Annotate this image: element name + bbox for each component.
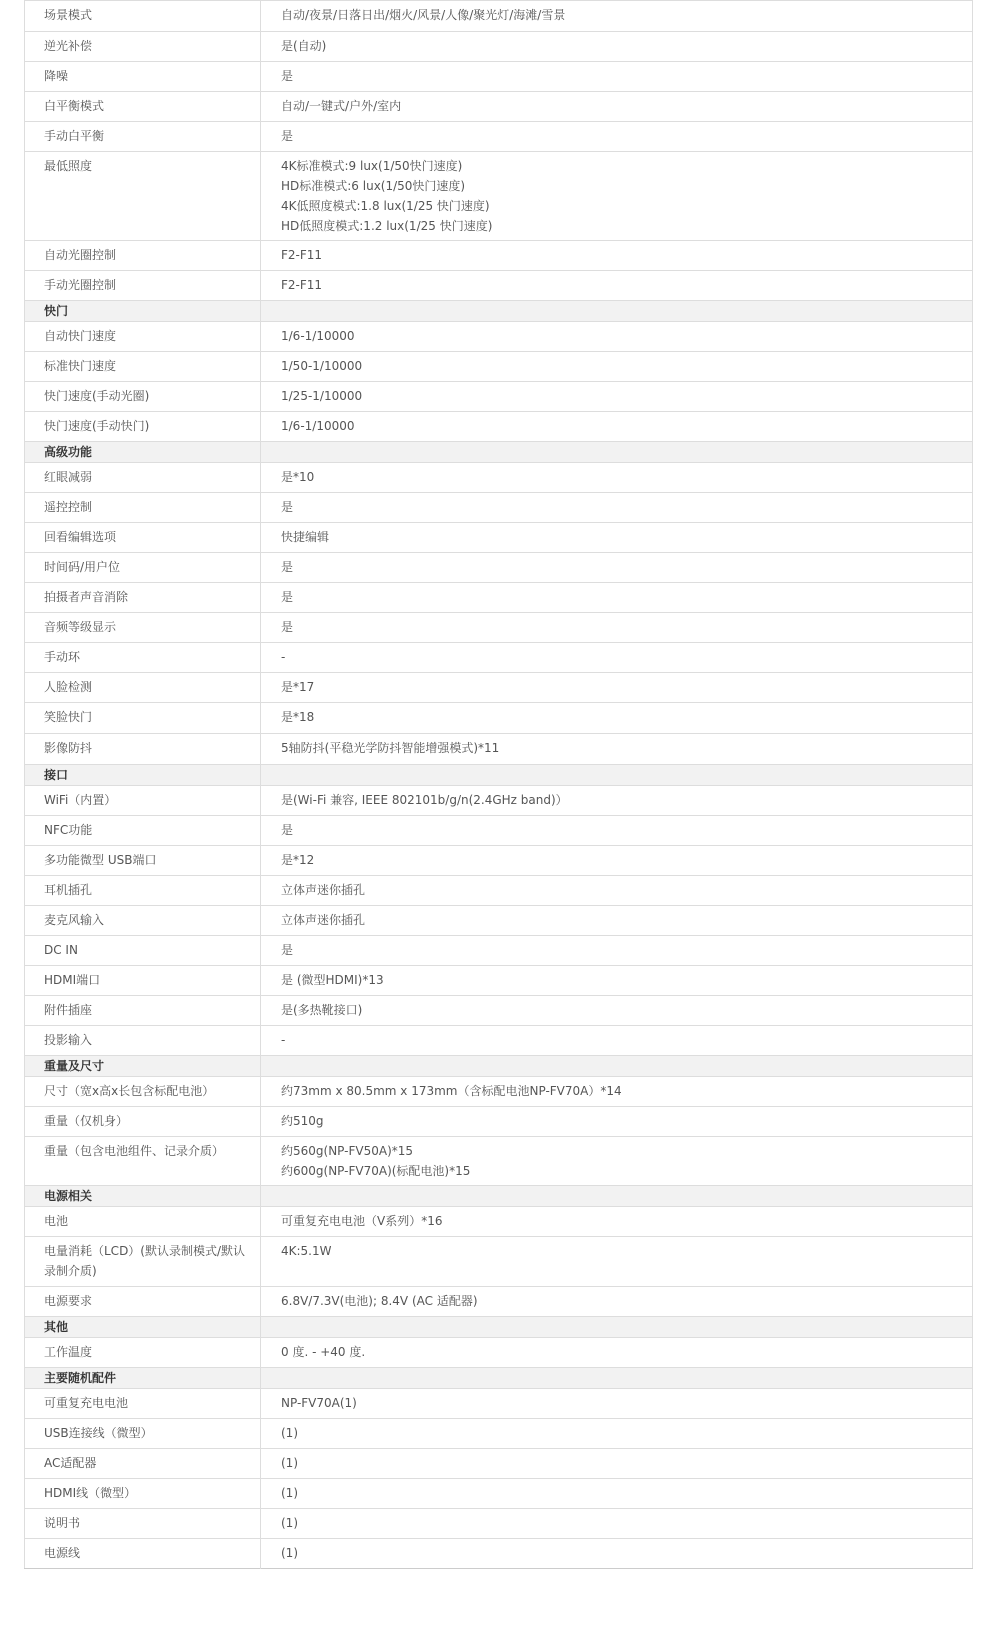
- spec-value-line: 是: [281, 500, 294, 514]
- spec-value-line: 4K低照度模式:1.8 lux(1/25 快门速度): [281, 199, 490, 213]
- spec-value: [261, 271, 973, 301]
- spec-table: [24, 0, 973, 1569]
- spec-value-line: (1): [281, 1426, 298, 1440]
- spec-value: [261, 1077, 973, 1107]
- spec-value-line: (1): [281, 1546, 298, 1560]
- spec-value-line: 约73mm x 80.5mm x 173mm（含标配电池NP-FV70A）*14: [281, 1084, 622, 1098]
- spec-row: [25, 1389, 973, 1419]
- spec-label: 笑脸快门: [25, 703, 261, 734]
- spec-value-line: 是: [281, 129, 294, 143]
- spec-label: 人脸检测: [25, 673, 261, 703]
- spec-value: [261, 352, 973, 382]
- spec-value-line: 自动/夜景/日落日出/烟火/风景/人像/聚光灯/海滩/雪景: [281, 8, 566, 22]
- section-title: 高级功能: [25, 442, 261, 463]
- spec-row: [25, 553, 973, 583]
- spec-row: [25, 1077, 973, 1107]
- spec-value-line: 6.8V/7.3V(电池); 8.4V (AC 适配器): [281, 1294, 478, 1308]
- section-header-row: [25, 301, 973, 322]
- spec-value: [261, 816, 973, 846]
- section-spacer: [261, 1317, 973, 1338]
- spec-value: [261, 1419, 973, 1449]
- spec-value-line: 是: [281, 69, 294, 83]
- spec-row: [25, 1207, 973, 1237]
- spec-label: 影像防抖: [25, 734, 261, 765]
- spec-value-line: 是*12: [281, 853, 315, 867]
- spec-row: [25, 412, 973, 442]
- section-title: 接口: [25, 765, 261, 786]
- spec-value-line: 是(多热靴接口): [281, 1003, 363, 1017]
- spec-row: [25, 523, 973, 553]
- spec-value-line: 1/50-1/10000: [281, 359, 363, 373]
- spec-label: DC IN: [25, 936, 261, 966]
- spec-row: [25, 352, 973, 382]
- spec-value: [261, 1479, 973, 1509]
- spec-row: [25, 241, 973, 271]
- section-title: 电源相关: [25, 1186, 261, 1207]
- spec-label: AC适配器: [25, 1449, 261, 1479]
- spec-value-line: 是(自动): [281, 39, 327, 53]
- spec-value: [261, 876, 973, 906]
- spec-row: [25, 1, 973, 32]
- spec-value-line: F2-F11: [281, 278, 323, 292]
- spec-row: [25, 32, 973, 62]
- spec-row: [25, 1509, 973, 1539]
- spec-value: [261, 1237, 973, 1287]
- section-spacer: [261, 765, 973, 786]
- spec-label: 手动白平衡: [25, 122, 261, 152]
- spec-row: [25, 463, 973, 493]
- spec-label: 自动快门速度: [25, 322, 261, 352]
- spec-value: [261, 463, 973, 493]
- section-spacer: [261, 301, 973, 322]
- spec-row: [25, 876, 973, 906]
- spec-label: 降噪: [25, 62, 261, 92]
- spec-row: [25, 1539, 973, 1569]
- spec-value-line: 约560g(NP-FV50A)*15: [281, 1144, 414, 1158]
- spec-value: [261, 996, 973, 1026]
- spec-value-line: (1): [281, 1456, 298, 1470]
- spec-label: 标准快门速度: [25, 352, 261, 382]
- spec-label: 音频等级显示: [25, 613, 261, 643]
- section-header-row: [25, 1056, 973, 1077]
- spec-value: [261, 1338, 973, 1368]
- spec-value: [261, 553, 973, 583]
- spec-value: [261, 412, 973, 442]
- spec-label: 电源要求: [25, 1287, 261, 1317]
- spec-value: [261, 846, 973, 876]
- spec-row: [25, 1107, 973, 1137]
- spec-value: [261, 583, 973, 613]
- spec-row: [25, 1026, 973, 1056]
- spec-value-line: 是(Wi-Fi 兼容, IEEE 802101b/g/n(2.4GHz band)）: [281, 793, 568, 807]
- spec-row: [25, 734, 973, 765]
- spec-value: [261, 786, 973, 816]
- spec-label: 快门速度(手动快门): [25, 412, 261, 442]
- spec-row: [25, 62, 973, 92]
- spec-value-line: NP-FV70A(1): [281, 1396, 357, 1410]
- spec-value: [261, 32, 973, 62]
- spec-value: [261, 734, 973, 765]
- spec-value: [261, 1137, 973, 1186]
- spec-label: 场景模式: [25, 1, 261, 32]
- spec-value: [261, 1539, 973, 1569]
- spec-table-body: [25, 1, 973, 1569]
- spec-value-line: 是: [281, 560, 294, 574]
- spec-value-line: HD低照度模式:1.2 lux(1/25 快门速度): [281, 219, 493, 233]
- spec-row: [25, 613, 973, 643]
- spec-value-line: 约510g: [281, 1114, 324, 1128]
- spec-value: [261, 613, 973, 643]
- spec-value: [261, 906, 973, 936]
- spec-row: [25, 906, 973, 936]
- spec-label: 说明书: [25, 1509, 261, 1539]
- spec-row: [25, 1137, 973, 1186]
- spec-label: 投影输入: [25, 1026, 261, 1056]
- spec-value-line: 4K:5.1W: [281, 1244, 332, 1258]
- spec-label: 电源线: [25, 1539, 261, 1569]
- spec-label: 白平衡模式: [25, 92, 261, 122]
- spec-label: 逆光补偿: [25, 32, 261, 62]
- spec-value: [261, 1389, 973, 1419]
- spec-row: [25, 152, 973, 241]
- spec-value: [261, 643, 973, 673]
- spec-value: [261, 1207, 973, 1237]
- spec-label: USB连接线（微型）: [25, 1419, 261, 1449]
- spec-value: [261, 1509, 973, 1539]
- spec-value-line: 是*10: [281, 470, 315, 484]
- spec-value-line: 是: [281, 823, 294, 837]
- spec-value: [261, 523, 973, 553]
- section-header-row: [25, 1368, 973, 1389]
- spec-row: [25, 816, 973, 846]
- spec-value: [261, 966, 973, 996]
- spec-value: [261, 1449, 973, 1479]
- spec-value-line: F2-F11: [281, 248, 323, 262]
- spec-row: [25, 271, 973, 301]
- spec-row: [25, 643, 973, 673]
- section-header-row: [25, 1186, 973, 1207]
- spec-row: [25, 936, 973, 966]
- spec-label: 可重复充电电池: [25, 1389, 261, 1419]
- section-spacer: [261, 1368, 973, 1389]
- spec-label: 重量（仅机身）: [25, 1107, 261, 1137]
- spec-row: [25, 493, 973, 523]
- spec-label: 多功能微型 USB端口: [25, 846, 261, 876]
- spec-value-line: 快捷编辑: [281, 530, 330, 544]
- spec-row: [25, 966, 973, 996]
- spec-row: [25, 92, 973, 122]
- spec-value: [261, 122, 973, 152]
- section-title: 其他: [25, 1317, 261, 1338]
- spec-value-line: 立体声迷你插孔: [281, 883, 366, 897]
- section-header-row: [25, 765, 973, 786]
- spec-value: [261, 673, 973, 703]
- spec-label: 回看编辑选项: [25, 523, 261, 553]
- section-spacer: [261, 1056, 973, 1077]
- spec-value: [261, 1026, 973, 1056]
- section-title: 重量及尺寸: [25, 1056, 261, 1077]
- section-header-row: [25, 442, 973, 463]
- spec-label: 耳机插孔: [25, 876, 261, 906]
- spec-value-line: 是: [281, 620, 294, 634]
- spec-value: [261, 1287, 973, 1317]
- spec-value: [261, 152, 973, 241]
- spec-value: [261, 1, 973, 32]
- spec-label: 红眼减弱: [25, 463, 261, 493]
- section-spacer: [261, 442, 973, 463]
- section-header-row: [25, 1317, 973, 1338]
- spec-row: [25, 846, 973, 876]
- spec-row: [25, 122, 973, 152]
- spec-value-line: 5轴防抖(平稳光学防抖智能增强模式)*11: [281, 741, 500, 755]
- spec-label: 自动光圈控制: [25, 241, 261, 271]
- spec-label: HDMI线（微型）: [25, 1479, 261, 1509]
- spec-value-line: 是*17: [281, 680, 315, 694]
- spec-row: [25, 1419, 973, 1449]
- spec-label: 重量（包含电池组件、记录介质）: [25, 1137, 261, 1186]
- spec-row: [25, 786, 973, 816]
- spec-row: [25, 322, 973, 352]
- spec-label: 遥控控制: [25, 493, 261, 523]
- spec-value: [261, 322, 973, 352]
- spec-row: [25, 1287, 973, 1317]
- spec-value: [261, 493, 973, 523]
- spec-row: [25, 382, 973, 412]
- spec-label: 电池: [25, 1207, 261, 1237]
- spec-value-line: 立体声迷你插孔: [281, 913, 366, 927]
- spec-row: [25, 996, 973, 1026]
- spec-row: [25, 1237, 973, 1287]
- spec-row: [25, 703, 973, 734]
- spec-value-line: 4K标准模式:9 lux(1/50快门速度): [281, 159, 463, 173]
- spec-value-line: (1): [281, 1486, 298, 1500]
- spec-value: [261, 703, 973, 734]
- spec-label: HDMI端口: [25, 966, 261, 996]
- spec-label: 附件插座: [25, 996, 261, 1026]
- spec-value-line: 0 度. - +40 度.: [281, 1345, 366, 1359]
- spec-label: 拍摄者声音消除: [25, 583, 261, 613]
- spec-value-line: 是*18: [281, 710, 315, 724]
- spec-label: 手动光圈控制: [25, 271, 261, 301]
- spec-value-line: 1/6-1/10000: [281, 419, 355, 433]
- spec-row: [25, 1338, 973, 1368]
- spec-value-line: -: [281, 1033, 286, 1047]
- section-spacer: [261, 1186, 973, 1207]
- spec-value-line: HD标准模式:6 lux(1/50快门速度): [281, 179, 466, 193]
- spec-value: [261, 62, 973, 92]
- section-title: 快门: [25, 301, 261, 322]
- spec-value: [261, 936, 973, 966]
- spec-label: NFC功能: [25, 816, 261, 846]
- spec-label: 快门速度(手动光圈): [25, 382, 261, 412]
- spec-label: 手动环: [25, 643, 261, 673]
- spec-value-line: -: [281, 650, 286, 664]
- spec-value-line: 是 (微型HDMI)*13: [281, 973, 384, 987]
- spec-label: 麦克风输入: [25, 906, 261, 936]
- spec-value-line: (1): [281, 1516, 298, 1530]
- spec-label: 时间码/用户位: [25, 553, 261, 583]
- spec-value-line: 可重复充电电池（V系列）*16: [281, 1214, 443, 1228]
- spec-value: [261, 241, 973, 271]
- spec-value-line: 自动/一键式/户外/室内: [281, 99, 402, 113]
- spec-row: [25, 1449, 973, 1479]
- spec-label: 工作温度: [25, 1338, 261, 1368]
- section-title: 主要随机配件: [25, 1368, 261, 1389]
- spec-row: [25, 1479, 973, 1509]
- spec-value-line: 是: [281, 943, 294, 957]
- spec-label: 电量消耗（LCD）(默认录制模式/默认录制介质): [25, 1237, 261, 1287]
- spec-value: [261, 382, 973, 412]
- spec-value-line: 约600g(NP-FV70A)(标配电池)*15: [281, 1164, 471, 1178]
- spec-value: [261, 1107, 973, 1137]
- spec-value-line: 1/25-1/10000: [281, 389, 363, 403]
- spec-row: [25, 583, 973, 613]
- spec-label: 尺寸（宽x高x长包含标配电池）: [25, 1077, 261, 1107]
- spec-value-line: 1/6-1/10000: [281, 329, 355, 343]
- spec-value-line: 是: [281, 590, 294, 604]
- spec-label: WiFi（内置）: [25, 786, 261, 816]
- spec-value: [261, 92, 973, 122]
- spec-label: 最低照度: [25, 152, 261, 241]
- spec-row: [25, 673, 973, 703]
